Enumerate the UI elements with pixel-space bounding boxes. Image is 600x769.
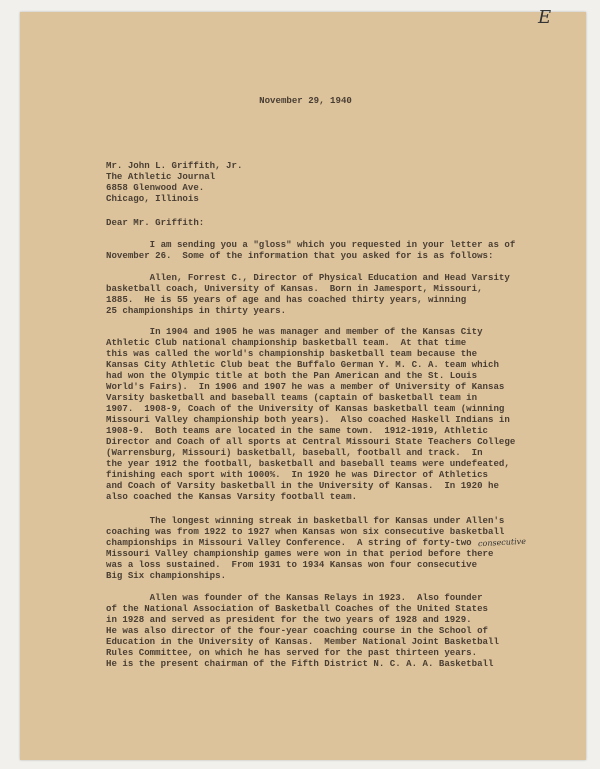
paragraph-line: Allen was founder of the Kansas Relays in 1923. Also founder xyxy=(106,592,483,603)
paragraph-line: and Coach of Varsity basketball in the University of Kansas. In 1920 he xyxy=(106,480,499,491)
address-line: Mr. John L. Griffith, Jr. xyxy=(106,160,243,171)
handwritten-insert: consecutive xyxy=(477,536,527,549)
handwritten-annotation: E xyxy=(538,7,552,28)
paragraph-line: Big Six championships. xyxy=(106,570,227,581)
paragraph-line: Varsity basketball and baseball teams (captain of basketball team in xyxy=(106,392,478,403)
body-paragraph xyxy=(106,239,515,261)
paragraph-line: the year 1912 the football, basketball and baseball teams were undefeated, xyxy=(106,458,510,469)
letter-date: November 29, 1940 xyxy=(259,95,352,106)
paragraph-line: I am sending you a "gloss" which you requested in your letter as of xyxy=(106,239,516,250)
body-paragraph xyxy=(106,515,504,581)
paragraph-line: He was also director of the four-year coaching course in the School of xyxy=(106,625,488,636)
paragraph-line: finishing each sport with 1000%. In 1920 he was Director of Athletics xyxy=(106,469,488,480)
paragraph-line: World's Fairs). In 1906 and 1907 he was a member of University of Kansas xyxy=(106,381,505,392)
body-paragraph xyxy=(106,326,515,502)
paragraph-line: He is the present chairman of the Fifth District N. C. A. A. Basketball xyxy=(106,658,494,669)
paragraph-line: championships in Missouri Valley Conference. A string of forty-two xyxy=(106,537,472,548)
salutation: Dear Mr. Griffith: xyxy=(106,217,205,228)
paragraph-line: Rules Committee, on which he has served for the past thirteen years. xyxy=(106,647,478,658)
paragraph-line: was a loss sustained. From 1931 to 1934 Kansas won four consecutive xyxy=(106,559,478,570)
recipient-address xyxy=(106,160,242,204)
paragraph-line: 1907. 1908-9, Coach of the University of Kansas basketball team (winning xyxy=(106,403,505,414)
paragraph-line: in 1928 and served as president for the two years of 1928 and 1929. xyxy=(106,614,472,625)
paragraph-line: Allen, Forrest C., Director of Physical Education and Head Varsity xyxy=(106,272,510,283)
paragraph-line: Director and Coach of all sports at Central Missouri State Teachers College xyxy=(106,436,516,447)
paragraph-line: coaching was from 1922 to 1927 when Kansas won six consecutive basketball xyxy=(106,526,505,537)
paragraph-line: The longest winning streak in basketball for Kansas under Allen's xyxy=(106,515,505,526)
paragraph-line: Missouri Valley championship both years). Also coached Haskell Indians in xyxy=(106,414,510,425)
paragraph-line: 25 championships in thirty years. xyxy=(106,305,287,316)
paragraph-line: Education in the University of Kansas. Member National Joint Basketball xyxy=(106,636,499,647)
address-line: Chicago, Illinois xyxy=(106,193,199,204)
paragraph-line: Missouri Valley championship games were won in that period before there xyxy=(106,548,494,559)
paragraph-line: of the National Association of Basketball Coaches of the United States xyxy=(106,603,488,614)
paragraph-line: this was called the world's championship basketball team because the xyxy=(106,348,478,359)
paragraph-line: Kansas City Athletic Club beat the Buffalo German Y. M. C. A. team which xyxy=(106,359,499,370)
paragraph-line: Athletic Club national championship basketball team. At that time xyxy=(106,337,467,348)
body-paragraph xyxy=(106,272,510,316)
paragraph-line: In 1904 and 1905 he was manager and member of the Kansas City xyxy=(106,326,483,337)
paragraph-line: (Warrensburg, Missouri) basketball, baseball, football and track. In xyxy=(106,447,483,458)
letter-page xyxy=(20,7,586,760)
address-line: 6858 Glenwood Ave. xyxy=(106,182,205,193)
paragraph-line: basketball coach, University of Kansas. Born in Jamesport, Missouri, xyxy=(106,283,483,294)
paragraph-line: 1885. He is 55 years of age and has coached thirty years, winning xyxy=(106,294,467,305)
paragraph-line: November 26. Some of the information that you asked for is as follows: xyxy=(106,250,494,261)
paragraph-line: had won the Olympic title at both the Pan American and the St. Louis xyxy=(106,370,478,381)
body-paragraph xyxy=(106,592,499,669)
paragraph-line: 1908-9. Both teams are located in the same town. 1912-1919, Athletic xyxy=(106,425,488,436)
address-line: The Athletic Journal xyxy=(106,171,216,182)
paragraph-line: also coached the Kansas Varsity football team. xyxy=(106,491,358,502)
